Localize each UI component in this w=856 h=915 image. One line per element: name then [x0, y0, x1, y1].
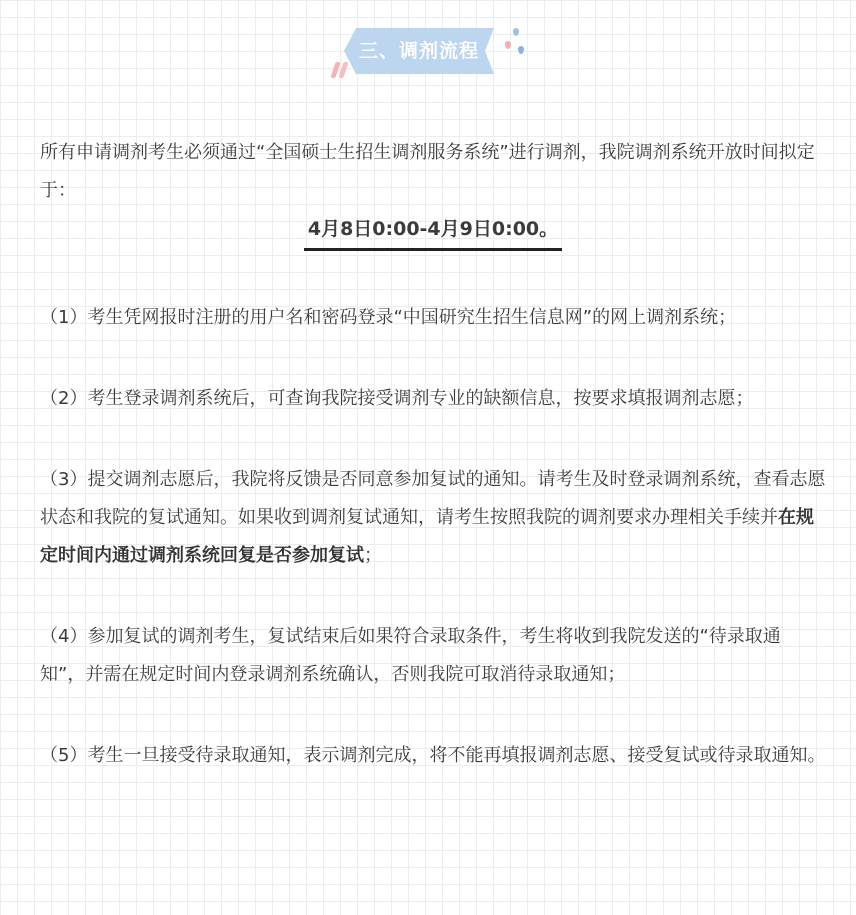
step-3-end: ； [364, 545, 382, 566]
section-header [330, 26, 530, 82]
section-title: 三、调剂流程 [358, 40, 479, 62]
step-3-emphasis: 在规定时间内通过调剂系统回复是否参加复试 [40, 507, 814, 566]
drop-icon [518, 46, 524, 54]
drop-icon [513, 28, 519, 36]
step-3-text: （3）提交调剂志愿后，我院将反馈是否同意参加复试的通知。请考生及时登录调剂系统，查看志愿状态和我院的复试通知。如果收到调剂复试通知，请考生按照我院的调剂要求办理相关手续并 [40, 469, 826, 528]
step-5: （5）考生一旦接受待录取通知，表示调剂完成，将不能再填报调剂志愿、接受复试或待录取通知。 [40, 745, 826, 766]
open-time-wrap [40, 210, 826, 254]
open-time: 4月8日0:00-4月9日0:00。 [304, 210, 562, 251]
step-3 [40, 461, 826, 575]
step-2: （2）考生登录调剂系统后，可查询我院接受调剂专业的缺额信息，按要求填报调剂志愿； [40, 388, 754, 409]
intro-paragraph: 所有申请调剂考生必须通过“全国硕士生招生调剂服务系统”进行调剂，我院调剂系统开放时间拟定于： [40, 142, 815, 201]
step-4: （4）参加复试的调剂考生，复试结束后如果符合录取条件，考生将收到我院发送的“待录取通知”，并需在规定时间内登录调剂系统确认，否则我院可取消待录取通知； [40, 626, 781, 685]
drop-icon [505, 41, 511, 49]
article-body [40, 134, 826, 775]
step-1: （1）考生凭网报时注册的用户名和密码登录“中国研究生招生信息网”的网上调剂系统； [40, 307, 737, 328]
